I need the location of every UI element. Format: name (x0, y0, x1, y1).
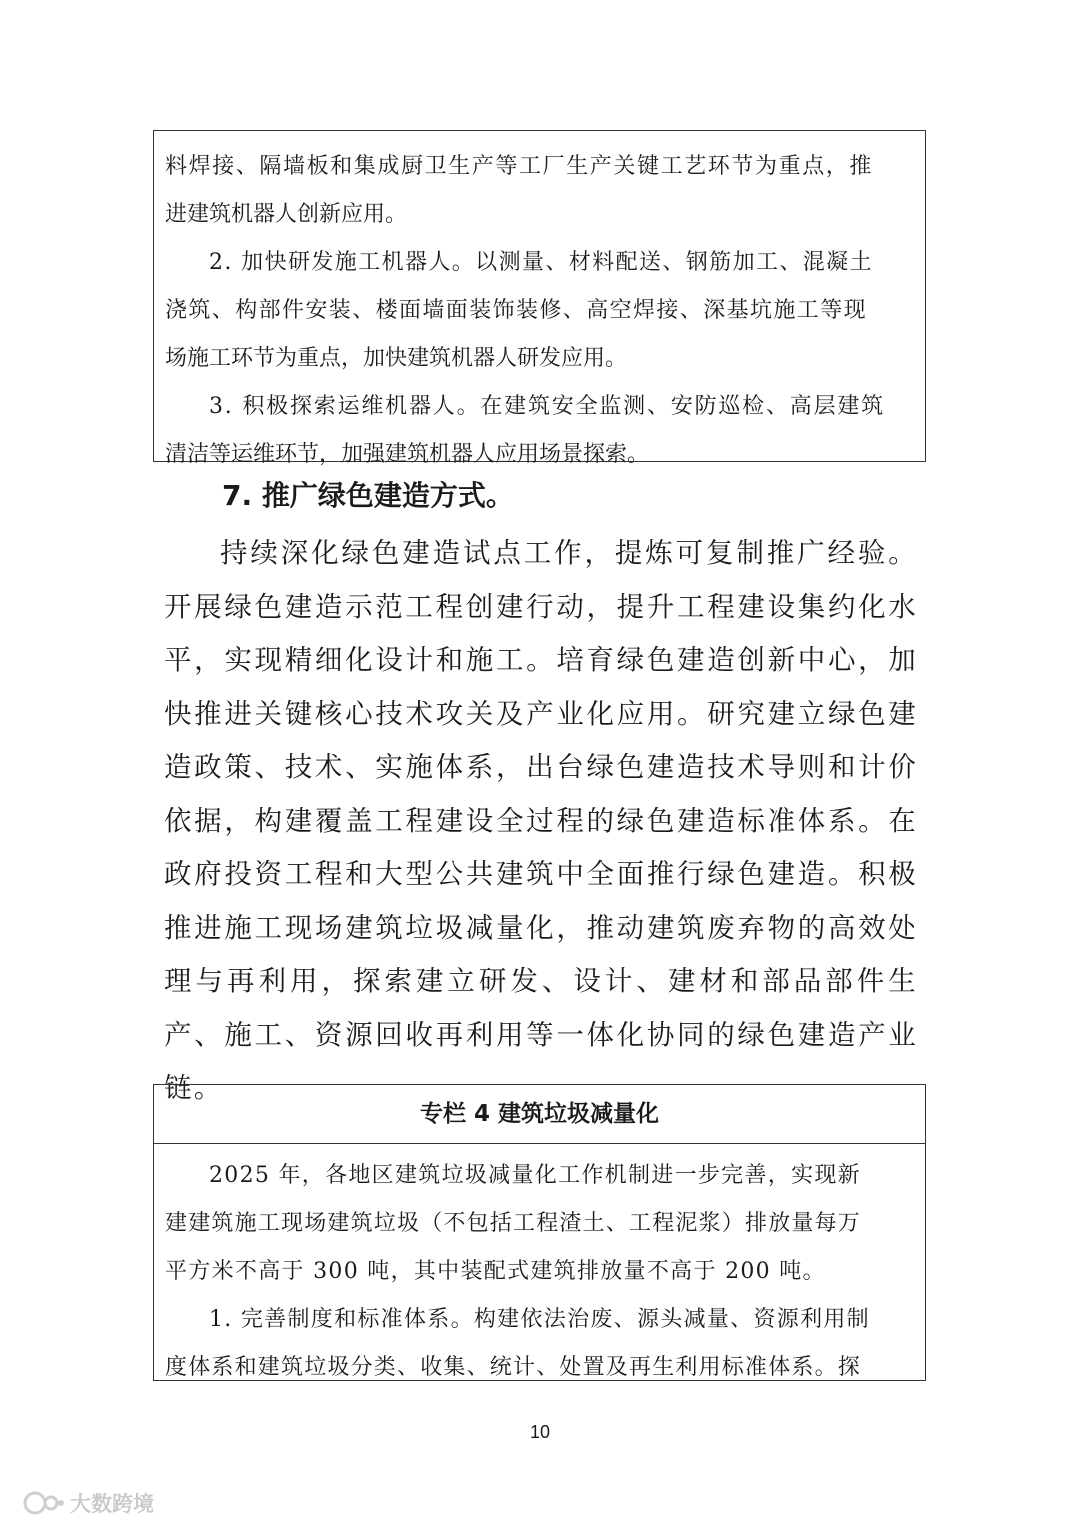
box-line: 2. 加快研发施工机器人。以测量、材料配送、钢筋加工、混凝土 (209, 250, 873, 275)
box-line: 3. 积极探索运维机器人。在建筑安全监测、安防巡检、高层建筑 (209, 394, 885, 419)
column-4-box (153, 1084, 926, 1381)
box-line: 料焊接、隔墙板和集成厨卫生产等工厂生产关键工艺环节为重点，推 (165, 154, 874, 179)
box-line: 平方米不高于 300 吨，其中装配式建筑排放量不高于 200 吨。 (165, 1259, 826, 1284)
box-line: 度体系和建筑垃圾分类、收集、统计、处置及再生利用标准体系。探 (165, 1355, 862, 1380)
section-paragraph: 持续深化绿色建造试点工作，提炼可复制推广经验。开展绿色建造示范工程创建行动，提升工程建设集约化水平，实现精细化设计和施工。培育绿色建造创新中心，加快推进关键核心技术攻关及产业化应用。研究建立绿色建造政策、技术、实施体系，出台绿色建造技术导则和计价依据，构建覆盖工程建设全过程的绿色建造标准体系。在政府投资工程和大型公共建筑中全面推行绿色建造。积极推进施工现场建筑垃圾减量化，推动建筑废弃物的高效处理与再利用，探索建立研发、设计、建材和部品部件生产、施工、资源回收再利用等一体化协同的绿色建造产业链。 (164, 537, 918, 1104)
watermark-text: 大数跨境 (70, 1492, 154, 1516)
box-line: 进建筑机器人创新应用。 (165, 202, 408, 227)
box-line: 1. 完善制度和标准体系。构建依法治废、源头减量、资源利用制 (209, 1307, 870, 1332)
column-title: 专栏 4 建筑垃圾减量化 (154, 1085, 925, 1144)
section-heading: 7. 推广绿色建造方式。 (222, 479, 514, 512)
robot-column-box (153, 130, 926, 467)
box-line: 场施工环节为重点，加快建筑机器人研发应用。 (165, 346, 628, 371)
watermark-logo-icon (22, 1490, 66, 1516)
watermark (22, 1488, 154, 1518)
box-line: 浇筑、构部件安装、楼面墙面装饰装修、高空焊接、深基坑施工等现 (165, 298, 868, 323)
box-line: 建建筑施工现场建筑垃圾（不包括工程渣土、工程泥浆）排放量每万 (165, 1211, 862, 1236)
box-line: 清洁等运维环节，加强建筑机器人应用场景探索。 (165, 442, 650, 467)
box-line: 2025 年，各地区建筑垃圾减量化工作机制进一步完善，实现新 (209, 1163, 861, 1188)
column-content (154, 1144, 925, 1392)
page-number: 10 (529, 1422, 551, 1442)
